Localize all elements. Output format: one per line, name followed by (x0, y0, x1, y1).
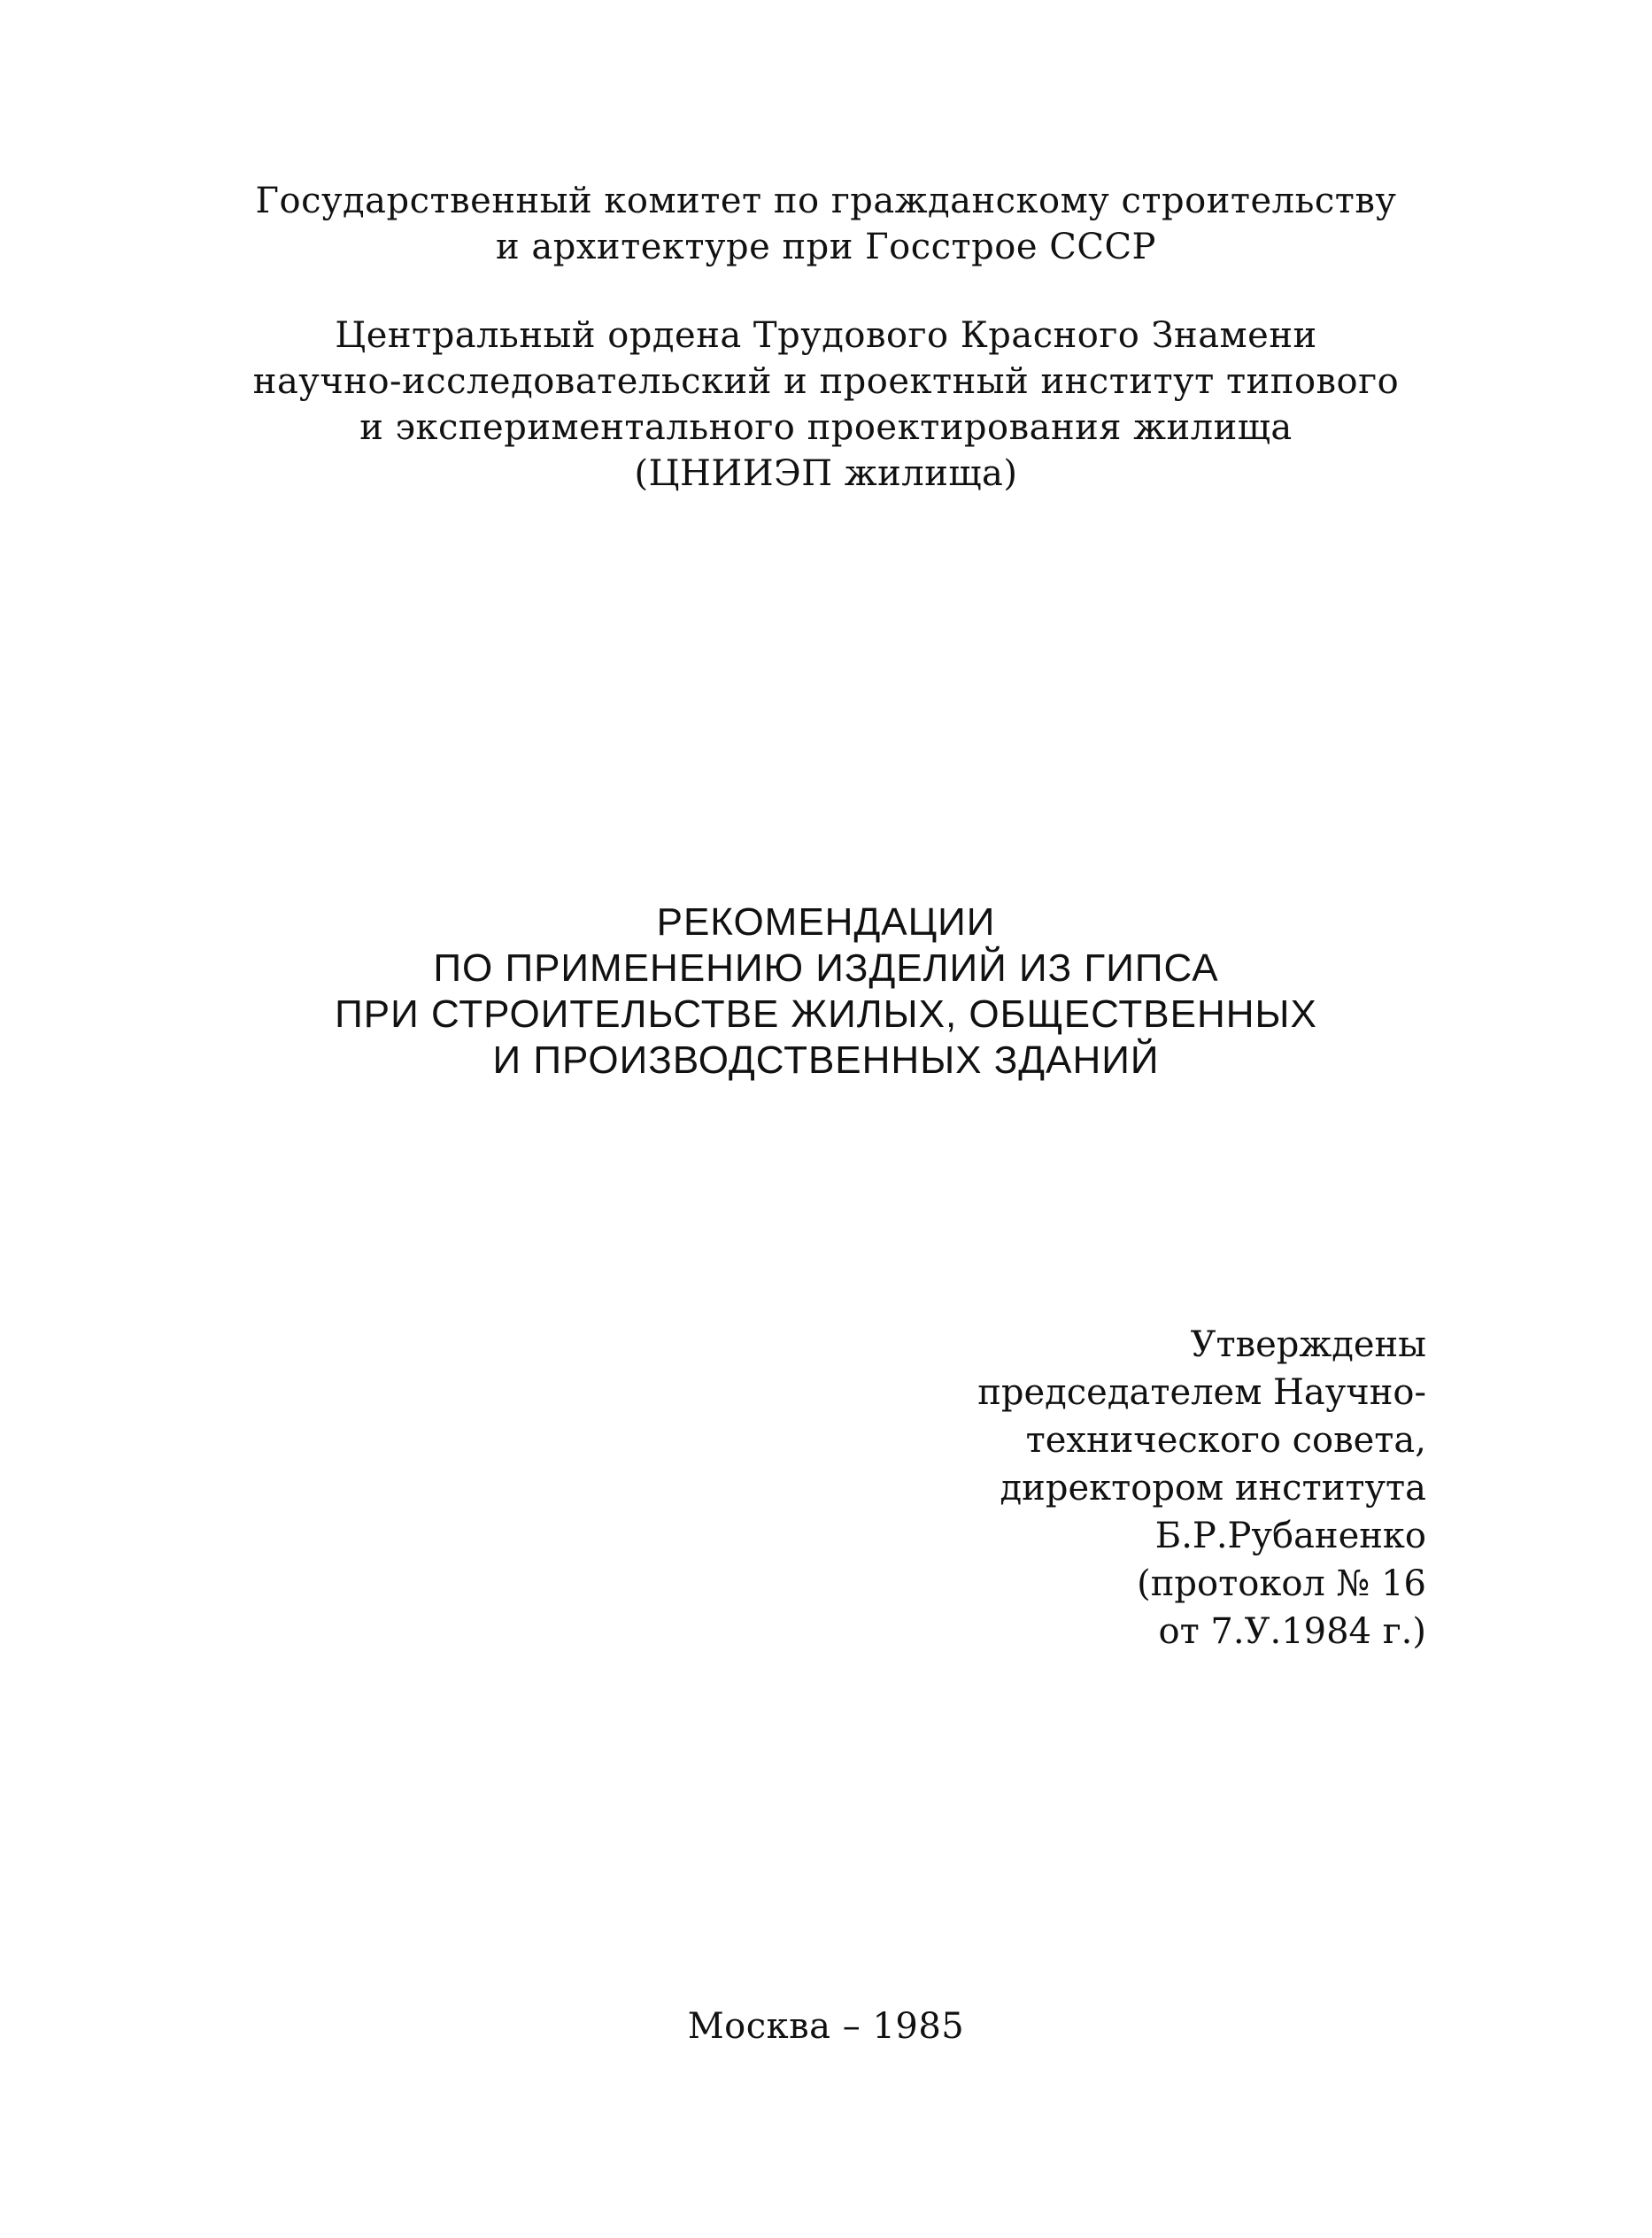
document-title-line-4: И ПРОИЗВОДСТВЕННЫХ ЗДАНИЙ (492, 1038, 1160, 1082)
approval-line-3: технического совета, (1025, 1420, 1426, 1461)
approval-line-1: Утверждены (1190, 1324, 1426, 1365)
approval-line-7: от 7.У.1984 г.) (1158, 1611, 1426, 1652)
approval-line-4: директором института (1000, 1468, 1426, 1509)
approval-block (977, 1321, 1426, 1655)
committee-line-1: Государственный комитет по гражданскому строительству (255, 181, 1397, 221)
document-title-line-1: РЕКОМЕНДАЦИИ (656, 900, 996, 944)
approval-line-5: Б.Р.Рубаненко (1154, 1516, 1426, 1556)
document-title-line-2: ПО ПРИМЕНЕНИЮ ИЗДЕЛИЙ ИЗ ГИПСА (433, 946, 1219, 990)
approval-line-2: председателем Научно- (977, 1372, 1426, 1413)
institute-line-4: (ЦНИИЭП жилища) (634, 453, 1018, 494)
institute-line-2: научно-исследовательский и проектный институт типового (252, 361, 1400, 402)
place-and-year: Москва – 1985 (687, 2006, 965, 2047)
committee-line-2: и архитектуре при Госстрое СССР (496, 227, 1156, 267)
institute-line-3: и экспериментального проектирования жилища (359, 407, 1293, 448)
approval-line-6: (протокол № 16 (1137, 1563, 1426, 1604)
document-title-line-3: ПРИ СТРОИТЕЛЬСТВЕ ЖИЛЫХ, ОБЩЕСТВЕННЫХ (335, 992, 1317, 1036)
institute-line-1: Центральный ордена Трудового Красного Знамени (335, 315, 1317, 356)
